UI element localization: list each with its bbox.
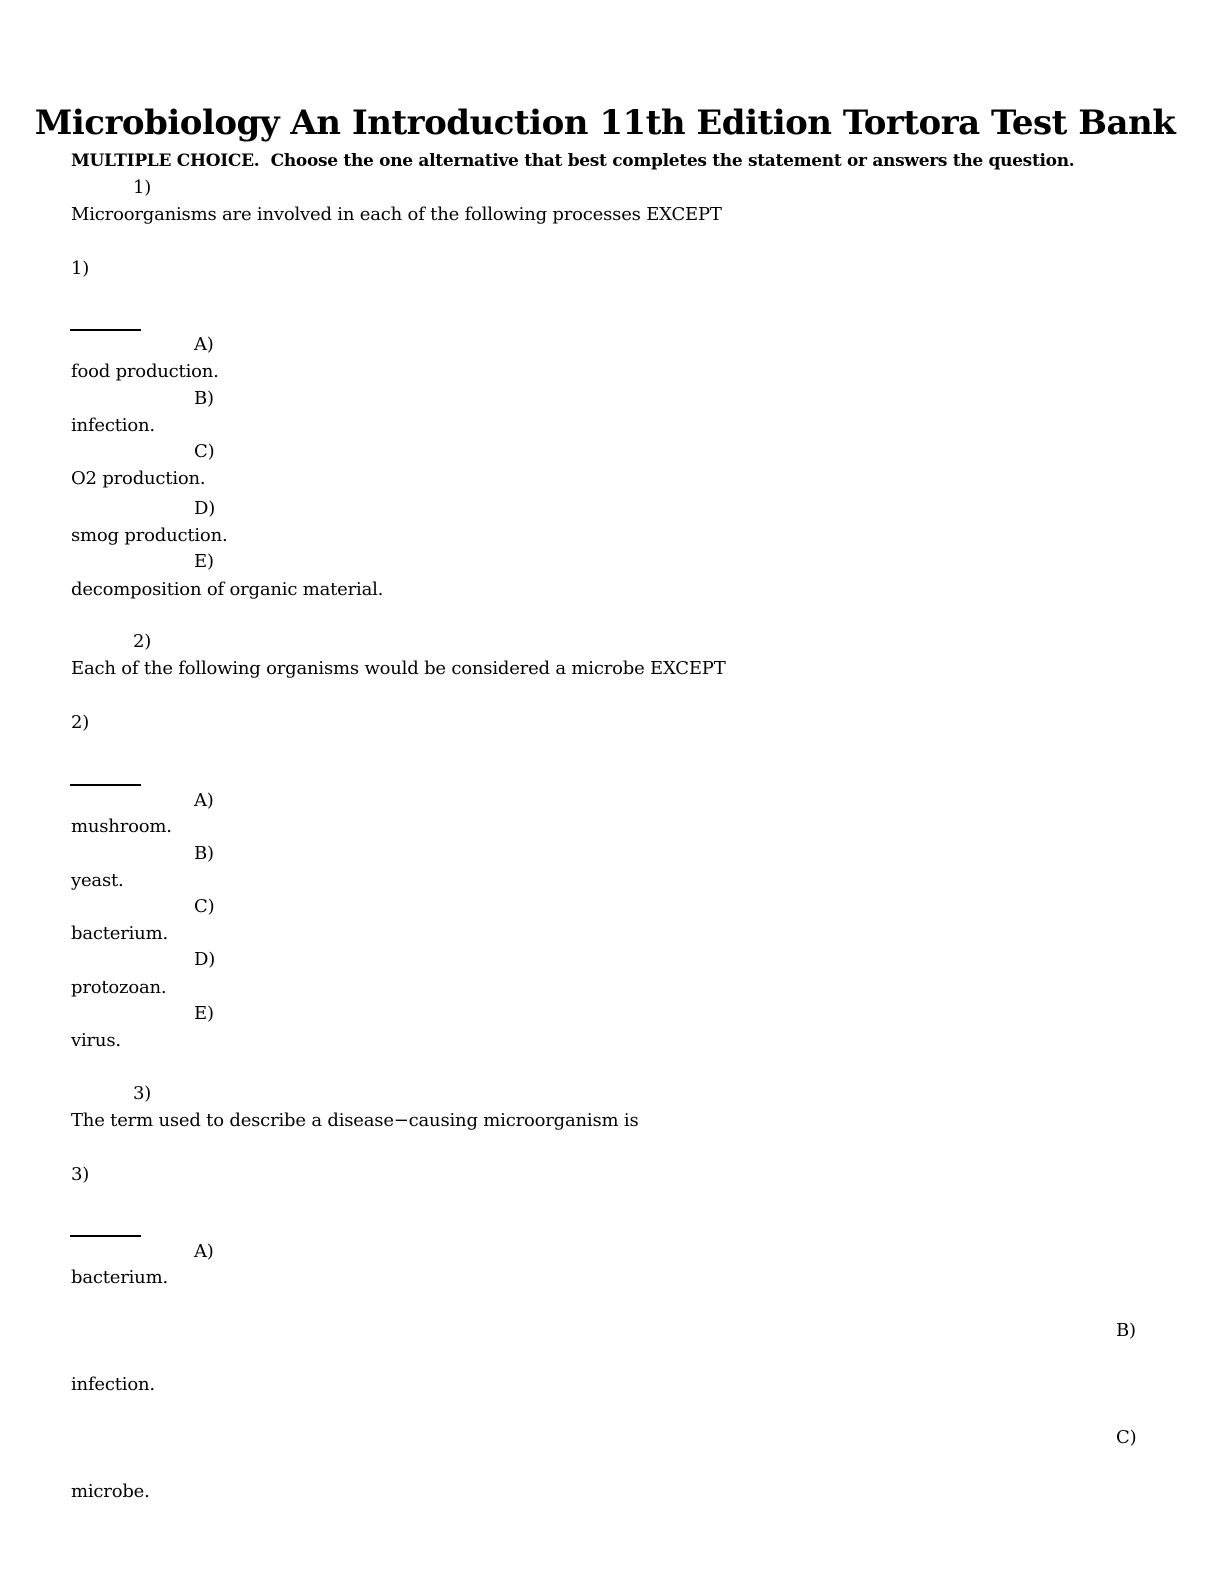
option-text: smog production. xyxy=(71,525,228,546)
option-text: microbe. xyxy=(71,1481,150,1502)
option-text: protozoan. xyxy=(71,977,167,998)
option-label: C) xyxy=(194,441,215,462)
answer-blank[interactable] xyxy=(70,784,141,786)
document-title: Microbiology An Introduction 11th Edition Tortora Test Bank xyxy=(34,103,1176,143)
question-text: The term used to describe a disease−causing microorganism is xyxy=(71,1110,639,1131)
option-label: E) xyxy=(194,551,214,572)
question-text: Each of the following organisms would be considered a microbe EXCEPT xyxy=(71,658,726,679)
option-label: A) xyxy=(194,1241,214,1262)
question-number: 1) xyxy=(133,177,152,198)
instructions-heading: MULTIPLE CHOICE. xyxy=(71,151,260,171)
option-text: virus. xyxy=(71,1030,121,1051)
question-number: 3) xyxy=(133,1083,152,1104)
instructions xyxy=(71,150,1074,172)
option-label: B) xyxy=(194,388,214,409)
option-text: infection. xyxy=(71,1374,155,1395)
option-label: C) xyxy=(1116,1427,1137,1448)
option-label: A) xyxy=(194,790,214,811)
option-label: D) xyxy=(194,949,216,970)
instructions-text: Choose the one alternative that best completes the statement or answers the question. xyxy=(270,151,1075,171)
option-label: B) xyxy=(194,843,214,864)
option-label: C) xyxy=(194,896,215,917)
option-label: A) xyxy=(194,334,214,355)
option-text: decomposition of organic material. xyxy=(71,579,384,600)
option-text: bacterium. xyxy=(71,1267,168,1288)
option-label: E) xyxy=(194,1003,214,1024)
option-text: mushroom. xyxy=(71,816,172,837)
answer-number: 1) xyxy=(71,258,90,279)
option-text: infection. xyxy=(71,415,155,436)
option-label: D) xyxy=(194,498,216,519)
answer-number: 2) xyxy=(71,712,90,733)
answer-blank[interactable] xyxy=(70,1235,141,1237)
question-text: Microorganisms are involved in each of the following processes EXCEPT xyxy=(71,204,722,225)
answer-blank[interactable] xyxy=(70,329,141,331)
option-text: bacterium. xyxy=(71,923,168,944)
option-text: food production. xyxy=(71,361,219,382)
answer-number: 3) xyxy=(71,1164,90,1185)
option-label: B) xyxy=(1116,1320,1136,1341)
question-number: 2) xyxy=(133,631,152,652)
option-text: yeast. xyxy=(71,870,124,891)
option-text: O2 production. xyxy=(71,468,206,489)
